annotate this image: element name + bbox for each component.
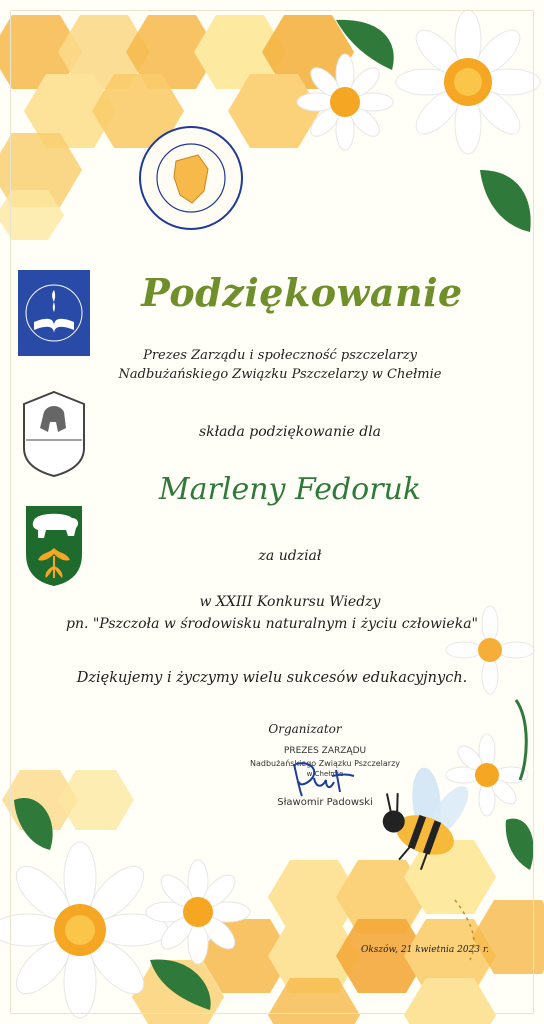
school-club-logo [20,388,88,478]
recipient-name: Marleny Fedoruk [158,472,422,507]
date-place: Okszów, 21 kwietnia 2023 r. [360,945,490,955]
daisy-icon [396,10,540,154]
contest-line-1: w XXIII Konkursu Wiedzy [199,594,381,610]
intro-line-2: Nadbużańskiego Związku Pszczelarzy w Chełmie [118,367,442,382]
thanks-phrase: składa podziękowanie dla [198,424,382,440]
stamp-line-1: PREZES ZARZĄDU [283,746,367,756]
stamp-line-2: Nadbużańskiego Związku Pszczelarzy [249,759,400,768]
contest-line-2: pn. "Pszczoła w środowisku naturalnym i życiu człowieka" [65,616,478,632]
handwritten-signature [286,752,358,802]
organizer-label: Organizator [268,722,342,736]
intro-line-1: Prezes Zarządu i społeczność pszczelarzy [143,348,417,363]
certificate-title: Podziękowanie [141,270,463,315]
stamp-line-3: w Chełmie [306,770,344,778]
coat-of-arms-logo [24,504,84,588]
wishes-line: Dziękujemy i życzymy wielu sukcesów edukacyjnych. [76,670,468,686]
association-seal-logo [138,125,244,231]
signatory-name: Sławomir Padowski [277,797,373,808]
participation-line: za udział [258,548,322,564]
